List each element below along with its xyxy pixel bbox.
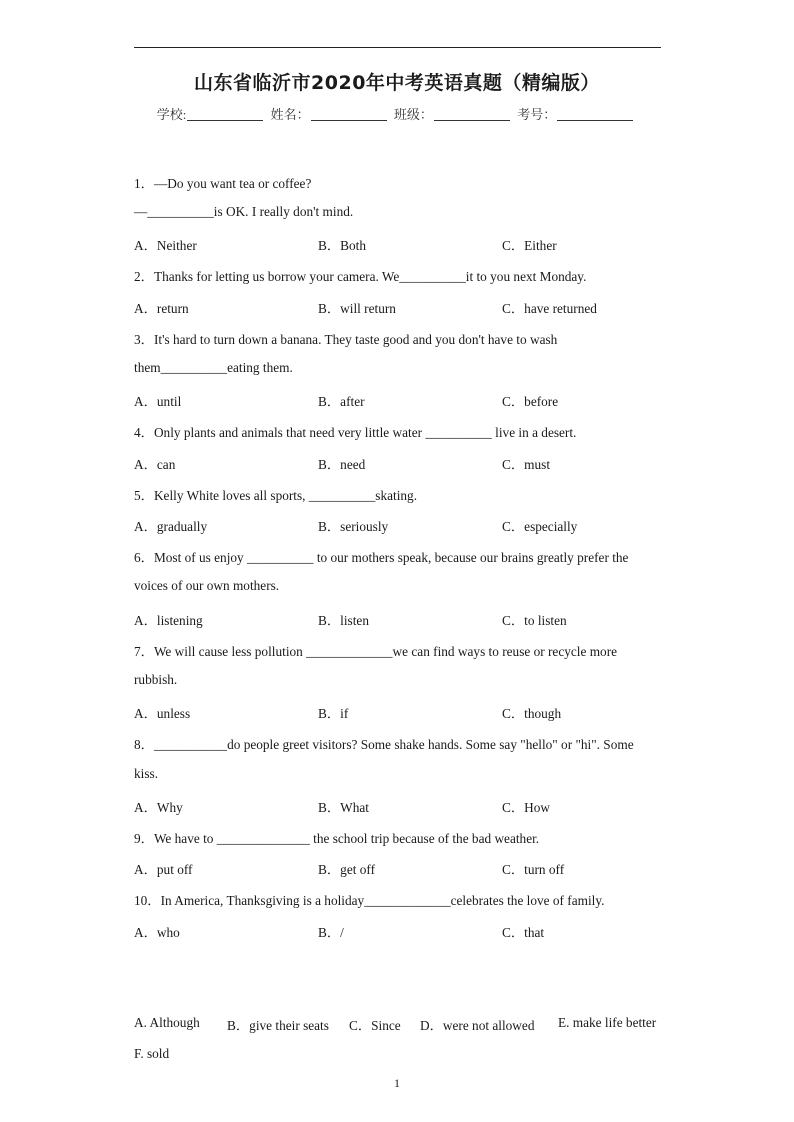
top-rule — [134, 47, 661, 48]
option-c[interactable]: C．have returned — [502, 301, 597, 316]
option-c[interactable]: C．to listen — [502, 613, 567, 628]
option-b[interactable]: B．listen — [318, 613, 369, 628]
option-c[interactable]: C．before — [502, 394, 559, 409]
question-5-options — [134, 516, 674, 534]
option-c[interactable]: C．that — [502, 925, 545, 940]
question-4-stem: 4．Only plants and animals that need very little water __________ live in a desert. — [134, 425, 577, 440]
question-8-options — [134, 797, 674, 815]
option-b[interactable]: B．What — [318, 800, 369, 815]
option-c[interactable]: C．Either — [502, 238, 557, 253]
exam-number-label: 考号： — [517, 107, 557, 122]
word-bank-item: A. Although — [134, 1015, 200, 1030]
class-label: 班级： — [393, 107, 433, 122]
option-a[interactable]: A．gradually — [134, 519, 208, 534]
question-3-stem: 3．It's hard to turn down a banana. They taste good and you don't have to wash — [134, 332, 558, 347]
page-number: 1 — [394, 1076, 400, 1090]
question-10-options — [134, 922, 674, 940]
option-b[interactable]: B．need — [318, 457, 366, 472]
option-c[interactable]: C．How — [502, 800, 551, 815]
option-a[interactable]: A．who — [134, 925, 180, 940]
word-bank-item: E. make life better — [558, 1015, 657, 1030]
question-1-stem-line-2: —__________is OK. I really don't mind. — [134, 204, 354, 219]
question-8-stem-line-2: kiss. — [134, 766, 159, 781]
option-b[interactable]: B．get off — [318, 862, 375, 877]
option-b[interactable]: B．after — [318, 394, 365, 409]
exam-number-blank[interactable] — [557, 108, 633, 121]
question-5-stem: 5．Kelly White loves all sports, __________skating. — [134, 488, 418, 503]
school-blank[interactable] — [187, 108, 263, 121]
question-8-stem: 8．___________do people greet visitors? Some shake hands. Some say "hello" or "hi". Some — [134, 737, 634, 752]
option-c[interactable]: C．must — [502, 457, 551, 472]
option-b[interactable]: B．will return — [318, 301, 396, 316]
option-a[interactable]: A．Neither — [134, 238, 197, 253]
option-a[interactable]: A．unless — [134, 706, 191, 721]
option-c[interactable]: C．though — [502, 706, 562, 721]
question-1-options — [134, 235, 674, 253]
question-6-stem: 6．Most of us enjoy __________ to our mothers speak, because our brains greatly prefer the — [134, 550, 629, 565]
question-10-stem: 10．In America, Thanksgiving is a holiday_____________celebrates the love of family. — [134, 893, 605, 908]
question-3-stem-line-2: them__________eating them. — [134, 360, 293, 375]
question-6-options — [134, 610, 674, 628]
option-c[interactable]: C．especially — [502, 519, 578, 534]
class-blank[interactable] — [434, 108, 510, 121]
question-6-stem-line-2: voices of our own mothers. — [134, 578, 280, 593]
word-bank-item: C．Since — [349, 1018, 401, 1033]
word-bank-item: B．give their seats — [227, 1018, 329, 1033]
option-a[interactable]: A．listening — [134, 613, 203, 628]
option-b[interactable]: B．seriously — [318, 519, 389, 534]
question-2-options — [134, 298, 674, 316]
option-a[interactable]: A．can — [134, 457, 176, 472]
question-7-stem: 7．We will cause less pollution _____________we can find ways to reuse or recycle more — [134, 644, 618, 659]
question-9-options — [134, 859, 674, 877]
option-a[interactable]: A．put off — [134, 862, 193, 877]
question-2-stem: 2．Thanks for letting us borrow your camera. We__________it to you next Monday. — [134, 269, 587, 284]
question-4-options — [134, 454, 674, 472]
option-a[interactable]: A．Why — [134, 800, 183, 815]
option-b[interactable]: B．/ — [318, 925, 344, 940]
school-label: 学校: — [156, 107, 187, 122]
question-3-options — [134, 391, 674, 409]
option-c[interactable]: C．turn off — [502, 862, 565, 877]
word-bank-item: D．were not allowed — [420, 1018, 535, 1033]
option-b[interactable]: B．Both — [318, 238, 367, 253]
name-label: 姓名： — [270, 107, 310, 122]
question-1-stem: 1．—Do you want tea or coffee? — [134, 176, 312, 191]
page-title: 山东省临沂市2020年中考英语真题（精编版） — [194, 72, 600, 94]
option-b[interactable]: B．if — [318, 706, 349, 721]
question-7-stem-line-2: rubbish. — [134, 672, 178, 687]
question-7-options — [134, 703, 674, 721]
student-info-fields — [0, 104, 794, 123]
question-9-stem: 9．We have to ______________ the school trip because of the bad weather. — [134, 831, 540, 846]
name-blank[interactable] — [311, 108, 387, 121]
word-bank-item: F. sold — [134, 1046, 170, 1061]
option-a[interactable]: A．return — [134, 301, 189, 316]
option-a[interactable]: A．until — [134, 394, 182, 409]
